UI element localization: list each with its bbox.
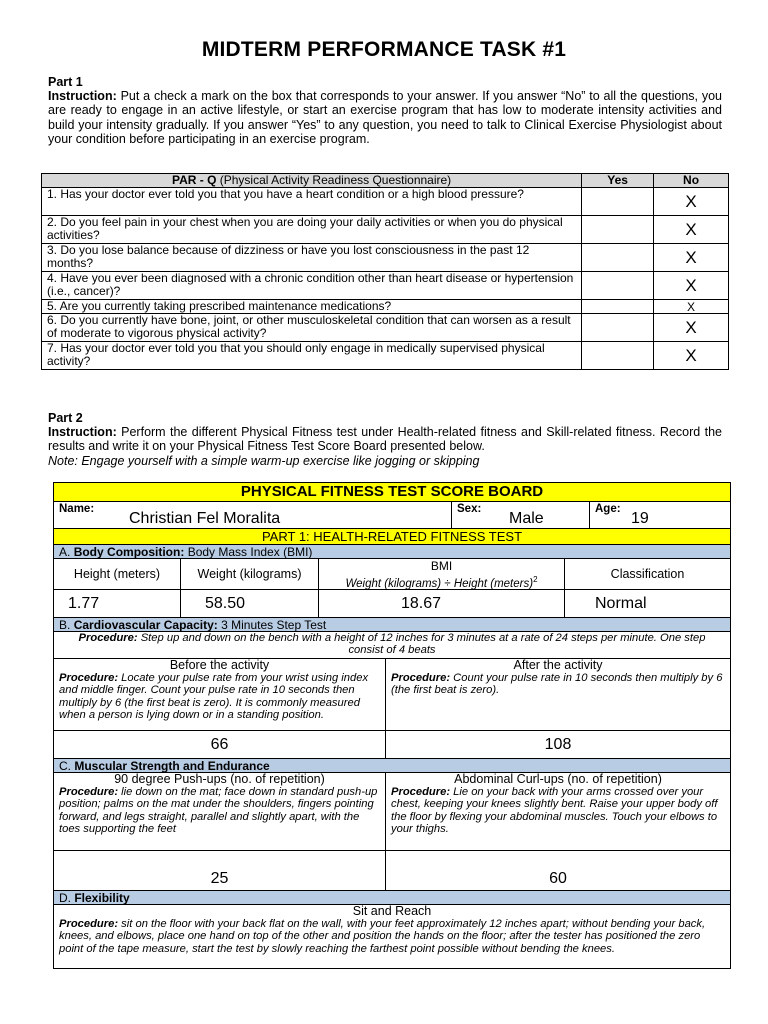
age-value[interactable]: 19: [631, 510, 649, 527]
pushup-procedure: [54, 786, 385, 835]
age-cell: [589, 502, 730, 528]
parq-no-box[interactable]: X: [654, 272, 729, 300]
parq-row: [42, 342, 729, 370]
before-activity-label: Before the activity: [169, 658, 270, 672]
parq-no-box[interactable]: X: [654, 244, 729, 272]
bmi-header: [318, 559, 564, 589]
parq-yes-box[interactable]: [582, 188, 654, 216]
parq-row: [42, 216, 729, 244]
bmi-value[interactable]: 18.67: [318, 590, 564, 617]
parq-question: 3. Do you lose balance because of dizziness or have you lost consciousness in the past 12 months?: [42, 244, 582, 272]
section-b-prefix: B.: [59, 618, 71, 632]
section-d-prefix: D.: [59, 891, 71, 905]
after-activity-procedure: [386, 672, 730, 697]
curlup-procedure-label: Procedure:: [391, 786, 451, 798]
bmi-formula-exponent: 2: [533, 575, 538, 584]
height-header: Height (meters): [73, 567, 161, 581]
parq-row: [42, 300, 729, 314]
part2-note: Note: Engage yourself with a simple warm-up exercise like jogging or skipping: [48, 453, 480, 468]
weight-value[interactable]: 58.50: [180, 590, 318, 617]
part2-instruction: [48, 425, 722, 468]
after-activity-value[interactable]: 108: [385, 731, 730, 758]
section-a-prefix: A.: [59, 545, 71, 559]
page-title: MIDTERM PERFORMANCE TASK #1: [201, 38, 567, 61]
name-cell: [54, 502, 451, 528]
curlup-procedure: [386, 786, 730, 835]
classification-header: Classification: [564, 559, 730, 589]
before-activity-value[interactable]: 66: [210, 736, 229, 753]
after-activity-cell: [385, 659, 730, 730]
part1-label: Part 1: [48, 75, 83, 89]
after-procedure-label: Procedure:: [391, 672, 451, 684]
name-label: Name:: [59, 503, 95, 515]
pushup-procedure-text: lie down on the mat; face down in standard push-up position; palms on the mat under the shoulders, fingers pointing forward, and legs straight, parallel and slightly apart, with the toes supporting the feet: [59, 786, 378, 835]
parq-row: [42, 188, 729, 216]
age-label: Age:: [595, 503, 621, 515]
parq-no-header: No: [654, 174, 729, 188]
parq-header-bold: PAR - Q: [171, 173, 217, 187]
height-value[interactable]: 1.77: [68, 595, 100, 612]
part1-instruction-label: Instruction:: [48, 89, 117, 103]
parq-no-box[interactable]: X: [654, 300, 729, 314]
bmi-formula: [319, 573, 564, 591]
section-b-subtitle: 3 Minutes Step Test: [221, 618, 327, 632]
section-a-title: Body Composition:: [73, 545, 185, 559]
parq-yes-box[interactable]: [582, 216, 654, 244]
section-d-title: Flexibility: [74, 891, 130, 905]
score-board-title: PHYSICAL FITNESS TEST SCORE BOARD: [240, 483, 544, 500]
curlup-label: Abdominal Curl-ups (no. of repetition): [454, 772, 662, 786]
before-procedure-label: Procedure:: [59, 672, 119, 684]
parq-question: 1. Has your doctor ever told you that you have a heart condition or a high blood pressure?: [42, 188, 582, 216]
bmi-label: BMI: [430, 559, 453, 573]
section-c-title: Muscular Strength and Endurance: [74, 759, 270, 773]
parq-header-rest: (Physical Activity Readiness Questionnaire): [216, 173, 452, 187]
sit-reach-procedure-text: sit on the floor with your back flat on the wall, with your feet approximately 12 inches apart; without bending your back, knees, and elbows, place one hand on top of the other and position the hands on the floor; after the tester has positioned the zero point of the tape measure, start the test by slowly reaching the farthest point possible without bending the knees.: [59, 918, 706, 955]
section-c-header: [54, 759, 730, 772]
parq-yes-box[interactable]: [582, 272, 654, 300]
section-b-title: Cardiovascular Capacity:: [73, 618, 218, 632]
parq-table: [41, 173, 729, 370]
part2-instruction-text: Perform the different Physical Fitness test under Health-related fitness and Skill-related fitness. Record the results and write it on your Physical Fitness Test Score Board presented below.: [48, 425, 722, 454]
sit-reach-procedure-label: Procedure:: [59, 918, 119, 930]
curlup-value[interactable]: 60: [385, 851, 730, 890]
sit-reach-procedure: [54, 918, 730, 955]
bmi-formula-text: Weight (kilograms) ÷ Height (meters): [345, 577, 534, 590]
parq-question: 5. Are you currently taking prescribed maintenance medications?: [42, 300, 582, 314]
pushup-label: 90 degree Push-ups (no. of repetition): [114, 772, 325, 786]
sit-reach-label: Sit and Reach: [352, 904, 432, 918]
curlup-procedure-text: Lie on your back with your arms crossed over your chest, keeping your knees slightly bent. Raise your upper body off the floor by flexing your abdominal muscles. Touch your elbows to your thighs.: [391, 786, 718, 835]
section-b-header: [54, 618, 730, 631]
sex-value[interactable]: Male: [509, 510, 544, 527]
part2-label: Part 2: [48, 411, 83, 425]
parq-question: 7. Has your doctor ever told you that you should only engage in medically supervised physical activity?: [42, 342, 582, 370]
pushup-value[interactable]: 25: [210, 870, 229, 887]
parq-row: [42, 314, 729, 342]
parq-yes-box[interactable]: [582, 300, 654, 314]
parq-yes-box[interactable]: [582, 342, 654, 370]
step-test-procedure-text: Step up and down on the bench with a height of 12 inches for 3 minutes at a rate of 24 steps per minute. One step consist of 4 beats: [140, 632, 706, 657]
after-procedure-text: Count your pulse rate in 10 seconds then multiply by 6 (the first beat is zero).: [391, 672, 723, 697]
parq-no-box[interactable]: X: [654, 188, 729, 216]
section-a-subtitle: Body Mass Index (BMI): [187, 545, 313, 559]
part2-instruction-label: Instruction:: [48, 425, 117, 439]
classification-value[interactable]: Normal: [564, 590, 730, 617]
before-procedure-text: Locate your pulse rate from your wrist using index and middle finger. Count your pulse rate in 10 seconds then multiply by 6 (the first beat is zero). It is commonly measured when a person is lying down or in a standing position.: [59, 672, 369, 721]
section-c-prefix: C.: [59, 759, 71, 773]
after-activity-label: After the activity: [513, 658, 603, 672]
parq-yes-box[interactable]: [582, 244, 654, 272]
weight-header: Weight (kilograms): [180, 559, 318, 589]
section-d-header: [54, 891, 730, 904]
part1-health-title: PART 1: HEALTH-RELATED FITNESS TEST: [261, 529, 523, 544]
parq-row: [42, 272, 729, 300]
parq-no-box[interactable]: X: [654, 314, 729, 342]
pushup-procedure-label: Procedure:: [59, 786, 119, 798]
parq-yes-box[interactable]: [582, 314, 654, 342]
sex-cell: [451, 502, 589, 528]
part1-instruction: [48, 89, 722, 147]
parq-header: [42, 174, 582, 188]
sex-label: Sex:: [457, 503, 482, 515]
before-activity-cell: [54, 659, 385, 730]
parq-question: 4. Have you ever been diagnosed with a chronic condition other than heart disease or hypertension (i.e., cancer)?: [42, 272, 582, 300]
before-activity-procedure: [54, 672, 385, 721]
name-value[interactable]: Christian Fel Moralita: [129, 510, 281, 527]
parq-question: 2. Do you feel pain in your chest when you are doing your daily activities or when you do physical activities?: [42, 216, 582, 244]
step-test-procedure-label: Procedure:: [78, 632, 138, 644]
score-board: [53, 482, 731, 969]
parq-no-box[interactable]: X: [654, 216, 729, 244]
section-a-header: [54, 545, 730, 558]
parq-yes-header: Yes: [582, 174, 654, 188]
parq-question: 6. Do you currently have bone, joint, or other musculoskeletal condition that can worsen as a result of moderate to vigorous physical activity?: [42, 314, 582, 342]
curlup-cell: [385, 773, 730, 850]
part1-instruction-text: Put a check a mark on the box that corresponds to your answer. If you answer “No” to all the questions, you are ready to engage in an active lifestyle, or start an exercise program that has low to moderate intensity activities and build your intensity gradually. If you answer “Yes” to any question, you need to talk to Clinical Exercise Physiologist about your condition before participating in an exercise program.: [48, 89, 722, 147]
parq-no-box[interactable]: X: [654, 342, 729, 370]
parq-row: [42, 244, 729, 272]
pushup-cell: [54, 773, 385, 850]
sit-reach-cell: [54, 905, 730, 968]
step-test-procedure: [54, 632, 730, 658]
